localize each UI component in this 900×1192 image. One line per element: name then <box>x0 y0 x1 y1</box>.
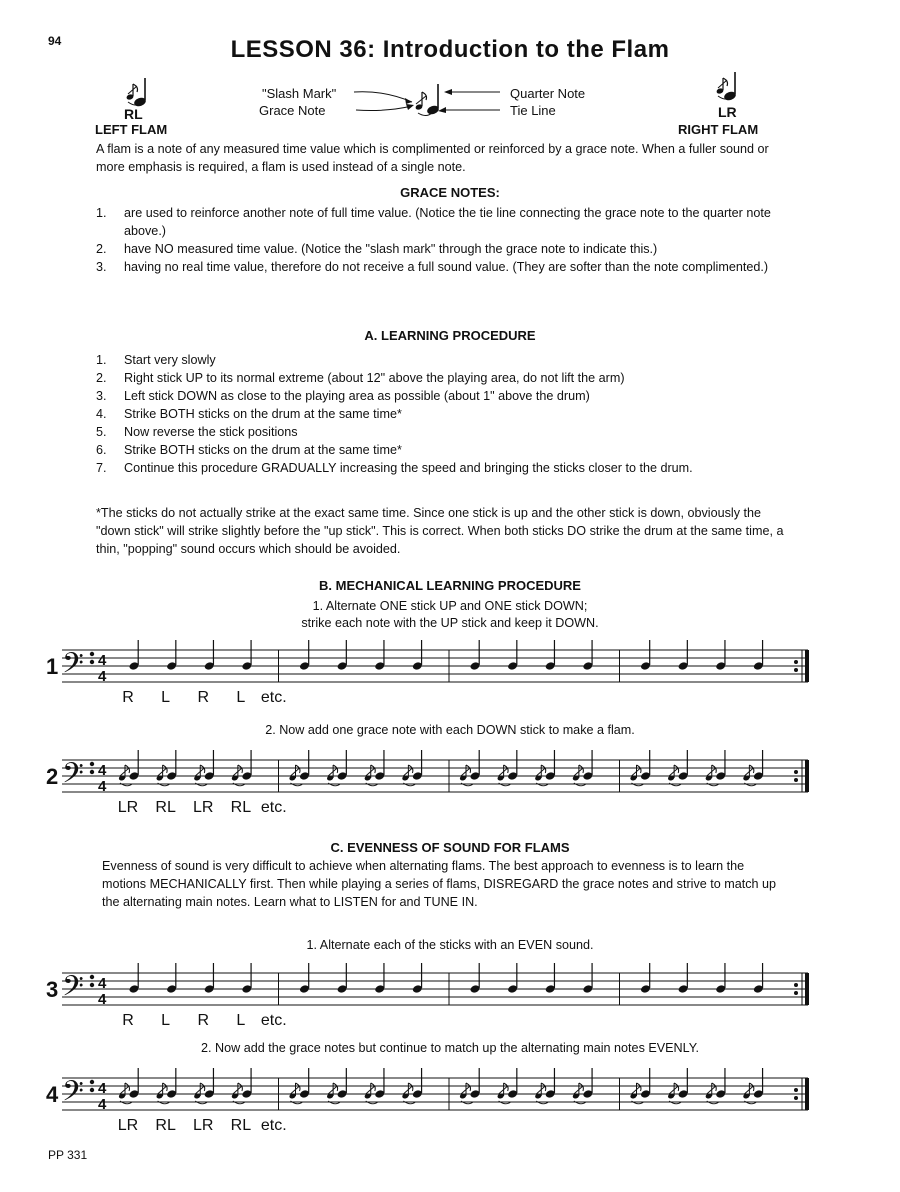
bass-clef-icon: 𝄢 <box>62 757 84 797</box>
sticking-label: LR <box>117 1117 139 1134</box>
repeat-dot <box>794 991 798 995</box>
sticking-label: RL <box>155 799 176 816</box>
clef-dot <box>90 975 94 979</box>
repeat-dot <box>794 660 798 664</box>
sticking-label: LR <box>117 799 139 816</box>
clef-dot <box>90 770 94 774</box>
list-item: 1. are used to reinforce another note of full time value. (Notice the tie line connecting the grace note to the quarter note above.) <box>96 206 771 238</box>
sticking-label: RL <box>230 1117 252 1134</box>
sticking-label: R <box>122 689 134 706</box>
learning-procedure-list <box>96 351 786 477</box>
evenness-paragraph: Evenness of sound is very difficult to achieve when alternating flams. The best approach to evenness is to learn the motions MECHANICALLY first. Then while playing a series of flams, DISREGARD the grace notes and strive to match up the alternating main notes. Learn what to LISTEN for and TUNE IN. <box>102 859 777 909</box>
repeat-dot <box>794 1096 798 1100</box>
list-item: 4. Strike BOTH sticks on the drum at the same time* <box>96 407 402 421</box>
final-barline <box>805 760 809 792</box>
time-signature-bottom: 4 <box>98 668 107 685</box>
bass-clef-icon: 𝄢 <box>62 647 84 687</box>
bass-clef-icon: 𝄢 <box>62 970 84 1010</box>
mechanical-step1-line2: strike each note with the UP stick and keep it DOWN. <box>301 616 599 630</box>
flam-anatomy-icon <box>350 78 510 122</box>
evenness-heading: C. EVENNESS OF SOUND FOR FLAMS <box>330 840 570 855</box>
sticking-label: RL <box>230 799 252 816</box>
etc-label: etc. <box>260 799 287 816</box>
list-item: 3. having no real time value, therefore do not receive a full sound value. (They are softer than the note complimented.) <box>96 260 769 274</box>
grace-notes-list <box>96 204 786 276</box>
exercise-number: 3 <box>46 977 59 1002</box>
clef-dot <box>90 1080 94 1084</box>
mechanical-step1-line1: 1. Alternate ONE stick UP and ONE stick DOWN; <box>312 599 588 613</box>
time-signature-top: 4 <box>98 652 107 669</box>
etc-label: etc. <box>260 689 287 706</box>
list-item: 6. Strike BOTH sticks on the drum at the same time* <box>96 443 402 457</box>
sticking-label: R <box>122 1012 134 1029</box>
final-barline <box>805 973 809 1005</box>
sticking-label: RL <box>155 1117 176 1134</box>
time-signature-top: 4 <box>98 1080 107 1097</box>
quarter-note-label: Quarter Note <box>510 86 586 101</box>
clef-dot <box>90 652 94 656</box>
sticking-label: R <box>197 1012 210 1029</box>
left-flam-sticking: RL <box>124 106 143 122</box>
final-barline <box>805 650 809 682</box>
grace-notes-heading: GRACE NOTES: <box>400 185 500 200</box>
list-item: 5. Now reverse the stick positions <box>96 425 298 439</box>
sticking-label: LR <box>193 1117 214 1134</box>
repeat-dot <box>794 770 798 774</box>
list-item: 3. Left stick DOWN as close to the playing area as possible (about 1" above the drum) <box>96 389 590 403</box>
intro-paragraph: A flam is a note of any measured time value which is complimented or reinforced by a grace note. When a fuller sound or more emphasis is required, a flam is used instead of a single note. <box>96 142 769 174</box>
list-item: 7. Continue this procedure GRADUALLY increasing the speed and bringing the sticks closer to the drum. <box>96 461 693 475</box>
sticking-label: L <box>161 1012 171 1029</box>
tie-line-label: Tie Line <box>510 103 556 118</box>
right-flam-label: RIGHT FLAM <box>678 122 759 137</box>
mechanical-heading: B. MECHANICAL LEARNING PROCEDURE <box>319 578 581 593</box>
repeat-dot <box>794 668 798 672</box>
right-flam-sticking: LR <box>718 104 737 120</box>
sticking-label: L <box>236 689 246 706</box>
sticking-label: R <box>197 689 210 706</box>
list-item: 2. Right stick UP to its normal extreme (about 12" above the playing area, do not lift the arm) <box>96 371 625 385</box>
exercise-number: 2 <box>46 764 59 789</box>
page-footer: PP 331 <box>48 1148 88 1162</box>
sticking-label: L <box>236 1012 246 1029</box>
right-flam-notation-icon <box>708 68 748 108</box>
page-title: LESSON 36: Introduction to the Flam <box>230 36 670 63</box>
learning-footnote: *The sticks do not actually strike at the exact same time. Since one stick is up and the other stick is down, obviously the "down stick" will strike slightly before the "up stick". This is correct. When both sticks DO strike the drum at the same time, a thin, "popping" sound occurs which should be avoided. <box>96 506 784 556</box>
exercise-staff <box>0 1056 900 1166</box>
bass-clef-icon: 𝄢 <box>62 1075 84 1115</box>
evenness-step1: 1. Alternate each of the sticks with an EVEN sound. <box>306 938 594 952</box>
grace-note-label: Grace Note <box>259 103 326 118</box>
exercise-number: 1 <box>46 654 59 679</box>
slash-mark-label: "Slash Mark" <box>262 86 337 101</box>
list-item: 1. Start very slowly <box>96 353 216 367</box>
exercise-number: 4 <box>46 1082 59 1107</box>
evenness-step2: 2. Now add the grace notes but continue to match up the alternating main notes EVENLY. <box>201 1041 699 1055</box>
exercise-staff <box>0 738 900 848</box>
time-signature-bottom: 4 <box>98 1096 107 1113</box>
learning-procedure-heading: A. LEARNING PROCEDURE <box>364 328 536 343</box>
clef-dot <box>90 762 94 766</box>
time-signature-bottom: 4 <box>98 991 107 1008</box>
clef-dot <box>90 1088 94 1092</box>
sticking-label: L <box>161 689 171 706</box>
time-signature-bottom: 4 <box>98 778 107 795</box>
repeat-dot <box>794 983 798 987</box>
page-number: 94 <box>48 34 62 48</box>
etc-label: etc. <box>260 1012 287 1029</box>
final-barline <box>805 1078 809 1110</box>
clef-dot <box>90 983 94 987</box>
left-flam-label: LEFT FLAM <box>95 122 168 137</box>
clef-dot <box>90 660 94 664</box>
mechanical-step2: 2. Now add one grace note with each DOWN stick to make a flam. <box>265 723 635 737</box>
time-signature-top: 4 <box>98 762 107 779</box>
sticking-label: LR <box>193 799 214 816</box>
time-signature-top: 4 <box>98 975 107 992</box>
repeat-dot <box>794 1088 798 1092</box>
etc-label: etc. <box>260 1117 287 1134</box>
repeat-dot <box>794 778 798 782</box>
list-item: 2. have NO measured time value. (Notice the "slash mark" through the grace note to indicate this.) <box>96 242 658 256</box>
